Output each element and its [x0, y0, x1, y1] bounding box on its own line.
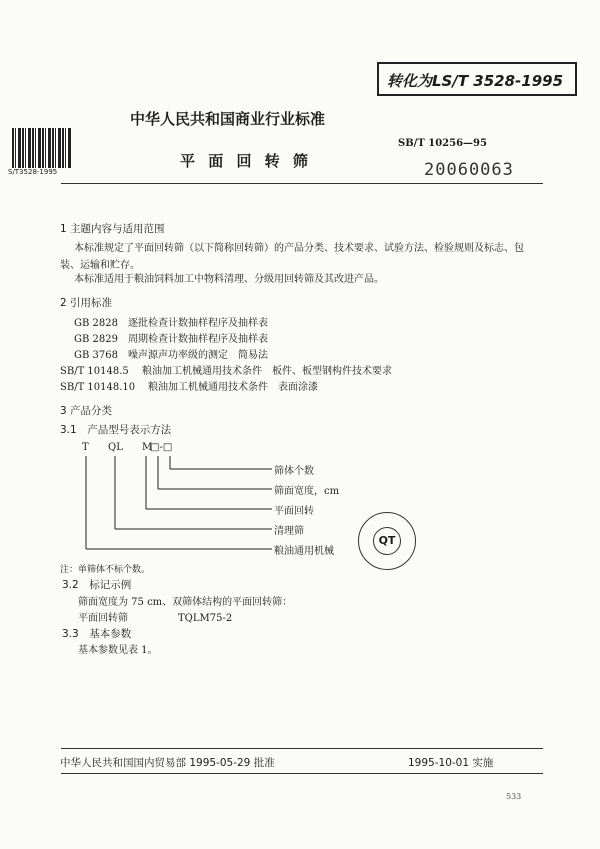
effective-date: 1995-10-01 实施: [408, 757, 494, 769]
reference-title: 逐批检查计数抽样程序及抽样表: [128, 318, 268, 329]
model-part-ql: QL: [108, 442, 123, 453]
marking-example-value: TQLM75-2: [178, 613, 233, 624]
reference-code: SB/T 10148.5: [60, 366, 129, 377]
section-3-2-heading: 3.2 标记示例: [62, 579, 132, 591]
diagram-label-cleaning-screen: 清理筛: [274, 526, 304, 537]
model-part-t: T: [82, 442, 89, 453]
conversion-stamp: 转化为LS/T 3528-1995: [377, 62, 577, 96]
reference-code: GB 3768: [74, 350, 118, 361]
section-1-para2: 本标准适用于粮油饲料加工中物料清理、分级用回转筛及其改进产品。: [74, 274, 384, 285]
section-1-para1-line1: 本标准规定了平面回转筛（以下简称回转筛）的产品分类、技术要求、试验方法、检验规则及标志、包: [74, 243, 524, 254]
section-1-para1-line2: 装、运输和贮存。: [60, 260, 140, 271]
standard-body: 中华人民共和国商业行业标准: [130, 110, 326, 128]
reference-item: [74, 314, 268, 329]
diagram-label-screen-count: 筛体个数: [274, 466, 314, 477]
reference-item: [60, 378, 318, 393]
section-2-heading: 2 引用标准: [60, 297, 113, 309]
diagram-label-plane-rotation: 平面回转: [274, 506, 314, 517]
model-part-boxes: □-□: [150, 442, 173, 453]
footer-rule: [61, 748, 543, 749]
section-3-1-heading: 3.1 产品型号表示方法: [60, 424, 172, 436]
barcode-text: S/T3528-1995: [8, 168, 58, 176]
serial-number: 20060063: [424, 160, 514, 180]
diagram-lines: [60, 448, 390, 598]
reference-item: [74, 330, 268, 345]
reference-code: GB 2828: [74, 318, 118, 329]
issuer-approval: 中华人民共和国国内贸易部 1995-05-29 批准: [60, 757, 275, 769]
reference-item: [74, 346, 268, 361]
reference-code: GB 2829: [74, 334, 118, 345]
section-3-3-heading: 3.3 基本参数: [62, 628, 132, 640]
reference-title: 粮油加工机械通用技术条件 板件、板型钢构件技术要求: [142, 366, 392, 377]
inspection-seal: [358, 512, 416, 570]
document-title: 平 面 回 转 筛: [180, 152, 312, 170]
reference-title: 周期检查计数抽样程序及抽样表: [128, 334, 268, 345]
model-designation-diagram: [60, 442, 390, 598]
diagram-label-general-machinery: 粮油通用机械: [274, 546, 334, 557]
section-1-heading: 1 主题内容与适用范围: [60, 223, 165, 235]
model-note: 注：单筛体不标个数。: [60, 565, 151, 575]
section-3-heading: 3 产品分类: [60, 405, 113, 417]
standard-code: SB/T 10256—95: [398, 138, 487, 149]
reference-title: 噪声源声功率级的测定 简易法: [128, 350, 268, 361]
marking-example-label: 平面回转筛: [78, 613, 128, 624]
marking-example-line2: [78, 609, 232, 624]
header-rule: [61, 183, 543, 184]
seal-text: QT: [373, 527, 401, 555]
diagram-label-screen-width: 筛面宽度，cm: [274, 486, 340, 497]
footer-rule-lower: [61, 773, 543, 774]
model-part-m: M: [142, 442, 153, 453]
basic-parameters-line: 基本参数见表 1。: [78, 645, 158, 656]
barcode-image: [12, 128, 72, 168]
reference-code: SB/T 10148.10: [60, 382, 136, 393]
reference-item: [60, 362, 392, 377]
marking-example-line1: 筛面宽度为 75 cm、双筛体结构的平面回转筛：: [78, 597, 293, 608]
page-number: 533: [506, 792, 522, 801]
reference-title: 粮油加工机械通用技术条件 表面涂漆: [148, 382, 318, 393]
